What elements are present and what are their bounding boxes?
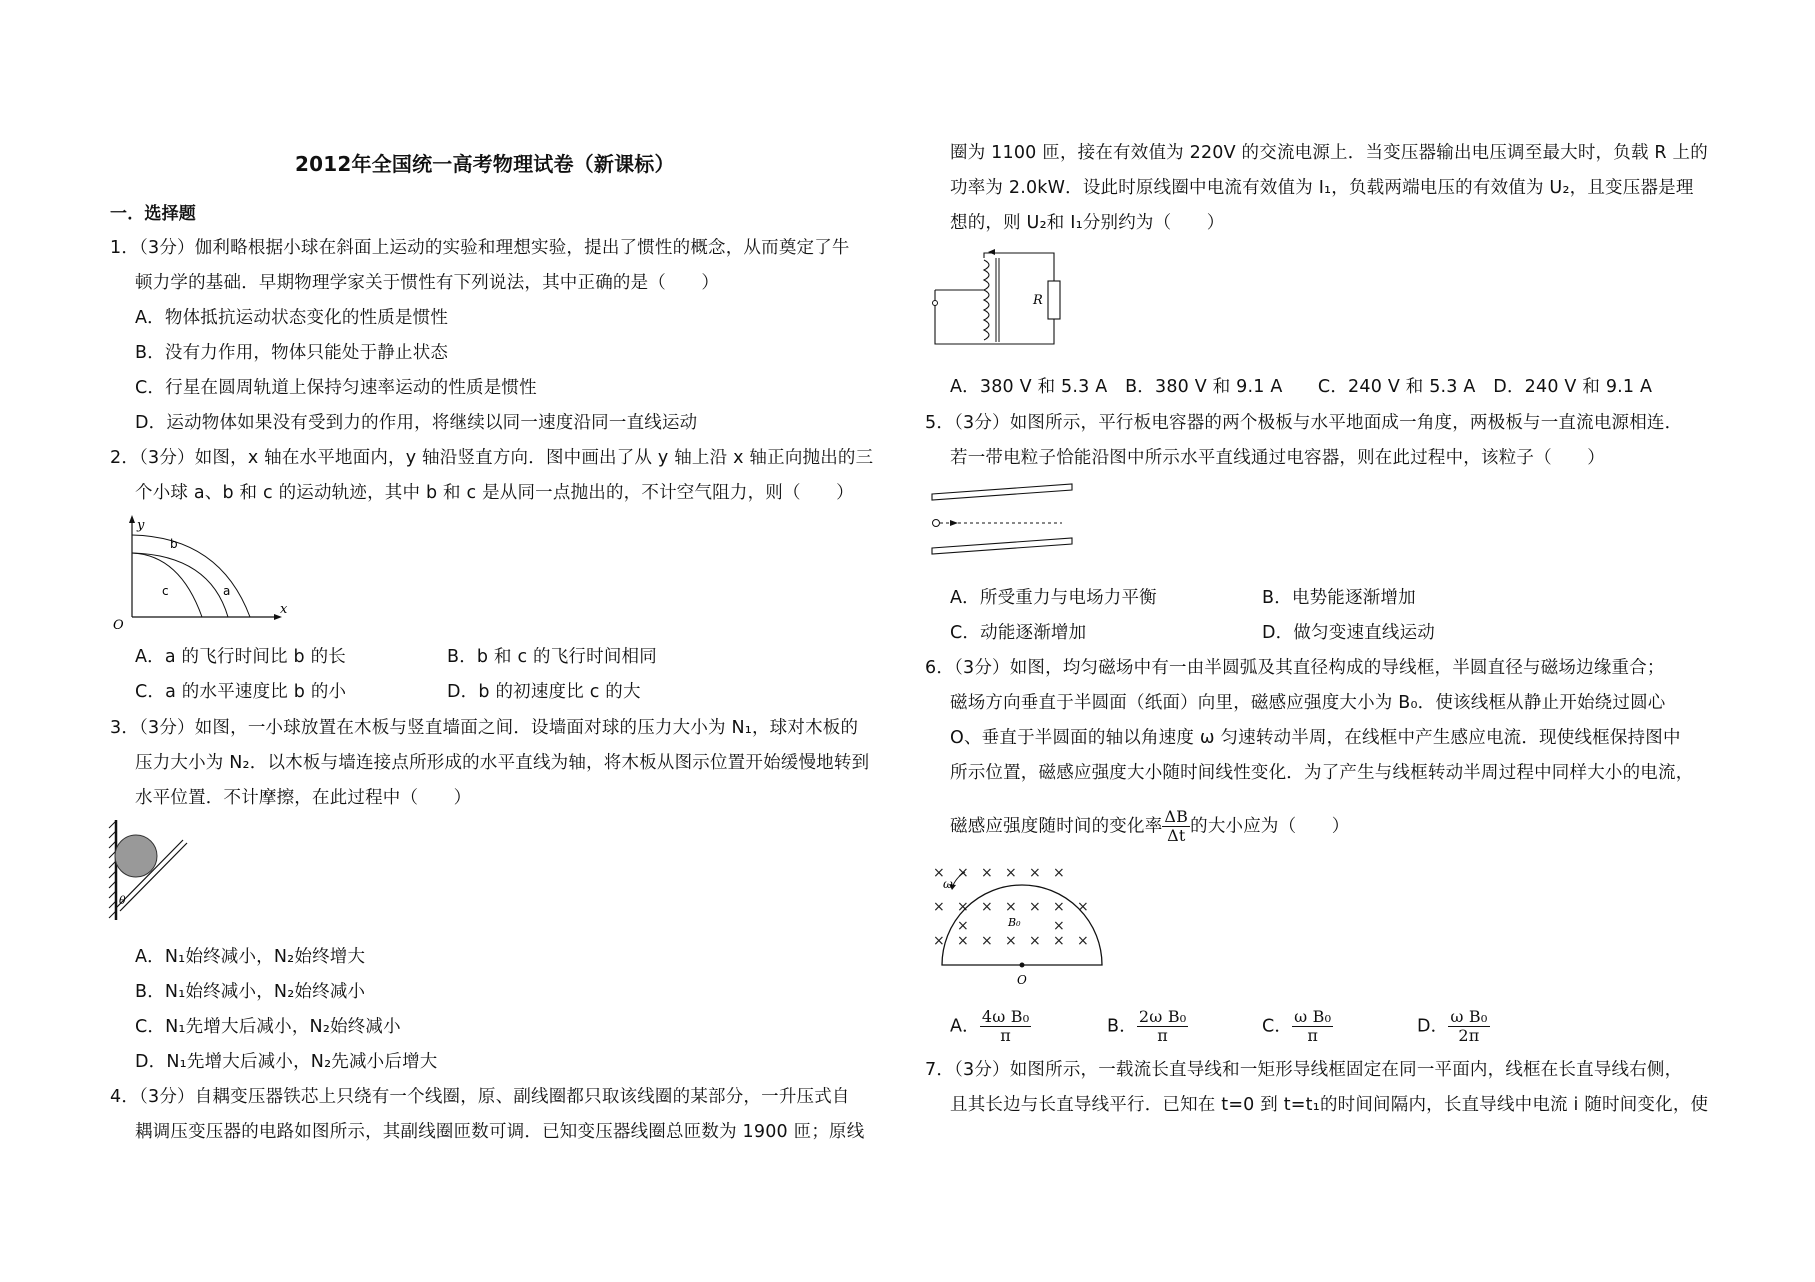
q7-stem-line1: 7．（3分）如图所示，一载流长直导线和一矩形导线框固定在同一平面内，线框在长直导线右侧， [925,1060,1683,1080]
label-b: b [170,537,178,551]
field-crosses [933,865,1089,949]
q1-option-b: B．没有力作用，物体只能处于静止状态 [135,343,449,363]
trajectory-a [132,535,250,617]
label-b0: B₀ [1008,916,1021,929]
svg-text:×: × [933,899,945,915]
source-terminal [933,301,938,306]
q6-option-a-label: A． [950,1016,980,1037]
coil [984,260,989,340]
svg-text:×: × [981,899,993,915]
secondary-bottom-wire [984,319,1054,344]
q6-option-b-numerator: 2ω B₀ [1138,1007,1187,1026]
svg-text:×: × [981,865,993,881]
svg-text:×: × [1053,865,1065,881]
q6-option-c [1262,1008,1333,1045]
q2-stem-line1: 2．（3分）如图，x 轴在水平地面内，y 轴沿竖直方向．图中画出了从 y 轴上沿 x 轴正向抛出的三 [110,448,874,468]
label-y: y [137,518,145,533]
label-theta: θ [119,894,126,907]
resistor-r [1048,281,1060,319]
q5-option-b: B．电势能逐渐增加 [1262,588,1416,608]
label-a: a [223,584,231,598]
rate-fraction [1162,808,1190,845]
label-origin: O [113,618,124,633]
upper-plate [932,484,1072,500]
q3-stem-line1: 3．（3分）如图，一小球放置在木板与竖直墙面之间．设墙面对球的压力大小为 N₁，球对木板的 [110,718,859,738]
rate-denominator: Δt [1167,826,1186,845]
q6-stem-line3: O、垂直于半圆面的轴以角速度 ω 匀速转动半周，在线框中产生感应电流．现使线框保持图中 [950,728,1681,748]
q1-stem-line1: 1．（3分）伽利略根据小球在斜面上运动的实验和理想实验，提出了惯性的概念，从而奠定了牛 [110,238,850,258]
q6-option-b-fraction [1137,1008,1188,1045]
svg-text:×: × [1029,899,1041,915]
q3-stem-line3: 水平位置．不计摩擦，在此过程中（ ） [135,788,472,808]
svg-text:×: × [1053,899,1065,915]
q5-stem-line2: 若一带电粒子恰能沿图中所示水平直线通过电容器，则在此过程中，该粒子（ ） [950,448,1605,468]
direction-arrow [950,520,958,526]
svg-text:×: × [1077,899,1089,915]
q6-option-d-fraction [1448,1008,1489,1045]
svg-text:×: × [981,933,993,949]
svg-text:×: × [933,865,945,881]
q6-option-a-numerator: 4ω B₀ [981,1007,1030,1026]
svg-text:×: × [1029,865,1041,881]
svg-text:×: × [957,933,969,949]
q5-option-a: A．所受重力与电场力平衡 [950,588,1157,608]
q3-ball-board-figure [108,818,193,923]
q6-option-b-label: B． [1107,1016,1137,1037]
svg-text:×: × [957,865,969,881]
q5-capacitor-figure [930,482,1080,562]
rate-numerator: ΔB [1164,807,1189,826]
q6-option-d-denominator: 2π [1458,1026,1480,1045]
particle [933,520,940,527]
page-title: 2012年全国统一高考物理试卷（新课标） [295,152,675,176]
q2-option-d: D．b 的初速度比 c 的大 [447,682,641,702]
label-x: x [280,602,288,617]
q6-option-c-fraction [1292,1008,1333,1045]
label-c: c [162,584,169,598]
q6-option-a-denominator: π [1000,1026,1011,1045]
svg-text:×: × [933,933,945,949]
q6-option-c-denominator: π [1307,1026,1319,1045]
label-o: O [1017,973,1027,987]
q6-stem-line5-pre: 磁感应强度随时间的变化率 [950,816,1163,837]
svg-text:×: × [1053,933,1065,949]
svg-text:×: × [957,899,969,915]
q5-option-d: D．做匀变速直线运动 [1262,623,1435,643]
q4-stem-line3: 圈为 1100 匝，接在有效值为 220V 的交流电源上．当变压器输出电压调至最大时，负载 R 上的 [950,143,1708,163]
q6-stem-line5-post: 的大小应为（ ） [1190,816,1350,837]
q3-option-a: A．N₁始终减小，N₂始终增大 [135,947,366,967]
secondary-top-wire [984,253,1054,281]
svg-text:×: × [1029,933,1041,949]
q6-option-b [1107,1008,1188,1045]
q1-option-a: A．物体抵抗运动状态变化的性质是惯性 [135,308,449,328]
q4-stem-line2: 耦调压变压器的电路如图所示，其副线圈匝数可调．已知变压器线圈总匝数为 1900 匝；原线 [135,1122,865,1142]
q3-option-b: B．N₁始终减小，N₂始终减小 [135,982,366,1002]
q2-stem-line2: 个小球 a、b 和 c 的运动轨迹，其中 b 和 c 是从同一点抛出的，不计空气阻力，则（ ） [135,483,854,503]
q1-option-d: D．运动物体如果没有受到力的作用，将继续以同一速度沿同一直线运动 [135,413,698,433]
q6-option-c-numerator: ω B₀ [1294,1007,1332,1026]
svg-text:×: × [1005,865,1017,881]
svg-text:×: × [1053,918,1065,934]
q1-stem-line2: 顿力学的基础．早期物理学家关于惯性有下列说法，其中正确的是（ ） [135,273,720,293]
svg-text:×: × [1005,933,1017,949]
q6-stem-line5 [950,808,1349,845]
q7-stem-line2: 且其长边与长直导线平行．已知在 t=0 到 t=t₁的时间间隔内，长直导线中电流 i 随时间变化，使 [950,1095,1709,1115]
q4-transformer-figure [932,248,1067,348]
svg-text:×: × [1077,933,1089,949]
q4-stem-line1: 4．（3分）自耦变压器铁芯上只绕有一个线圈，原、副线圈都只取该线圈的某部分，一升压式自 [110,1087,850,1107]
ball [115,835,157,877]
q5-option-c: C．动能逐渐增加 [950,623,1087,643]
primary-wire [935,290,984,344]
y-axis-arrow [129,515,135,523]
q1-option-c: C．行星在圆周轨道上保持匀速率运动的性质是惯性 [135,378,537,398]
center-point [1020,963,1025,968]
q5-stem-line1: 5．（3分）如图所示，平行板电容器的两个极板与水平地面成一角度，两极板与一直流电源相连． [925,413,1683,433]
q6-stem-line1: 6．（3分）如图，均匀磁场中有一由半圆弧及其直径构成的导线框，半圆直径与磁场边缘重合； [925,658,1665,678]
q2-trajectory-figure [110,515,288,633]
q4-options: A．380 V 和 5.3 A B．380 V 和 9.1 A C．240 V 和 5.3 A D．240 V 和 9.1 A [950,377,1653,397]
q6-option-d-label: D． [1417,1016,1449,1037]
section-heading: 一．选择题 [110,204,196,224]
q2-option-c: C．a 的水平速度比 b 的小 [135,682,347,702]
q4-stem-line4: 功率为 2.0kW．设此时原线圈中电流有效值为 I₁，负载两端电压的有效值为 U₂，且变压器是理 [950,178,1694,198]
q6-option-b-denominator: π [1157,1026,1168,1045]
q6-stem-line4: 所示位置，磁感应强度大小随时间线性变化．为了产生与线框转动半周过程中同样大小的电流， [950,763,1694,783]
q6-option-a [950,1008,1031,1045]
q6-option-c-label: C． [1262,1016,1293,1037]
svg-text:×: × [1005,899,1017,915]
q3-option-d: D．N₁先增大后减小，N₂先减小后增大 [135,1052,438,1072]
label-omega: ω [943,877,953,891]
q2-option-a: A．a 的飞行时间比 b 的长 [135,647,346,667]
q6-option-a-fraction [980,1008,1031,1045]
q6-option-d [1417,1008,1490,1045]
svg-text:×: × [957,918,969,934]
lower-plate [932,538,1072,554]
q6-stem-line2: 磁场方向垂直于半圆面（纸面）向里，磁感应强度大小为 B₀．使该线框从静止开始绕过圆心 [950,693,1666,713]
q6-option-d-numerator: ω B₀ [1450,1007,1488,1026]
label-r: R [1033,293,1043,308]
q4-stem-line5: 想的，则 U₂和 I₁分别约为（ ） [950,213,1225,233]
q3-option-c: C．N₁先增大后减小，N₂始终减小 [135,1017,401,1037]
q2-option-b: B．b 和 c 的飞行时间相同 [447,647,657,667]
q3-stem-line2: 压力大小为 N₂．以木板与墙连接点所形成的水平直线为轴，将木板从图示位置开始缓慢地转到 [135,753,870,773]
q6-semicircle-figure [930,860,1120,990]
slider-arrow [988,249,995,255]
